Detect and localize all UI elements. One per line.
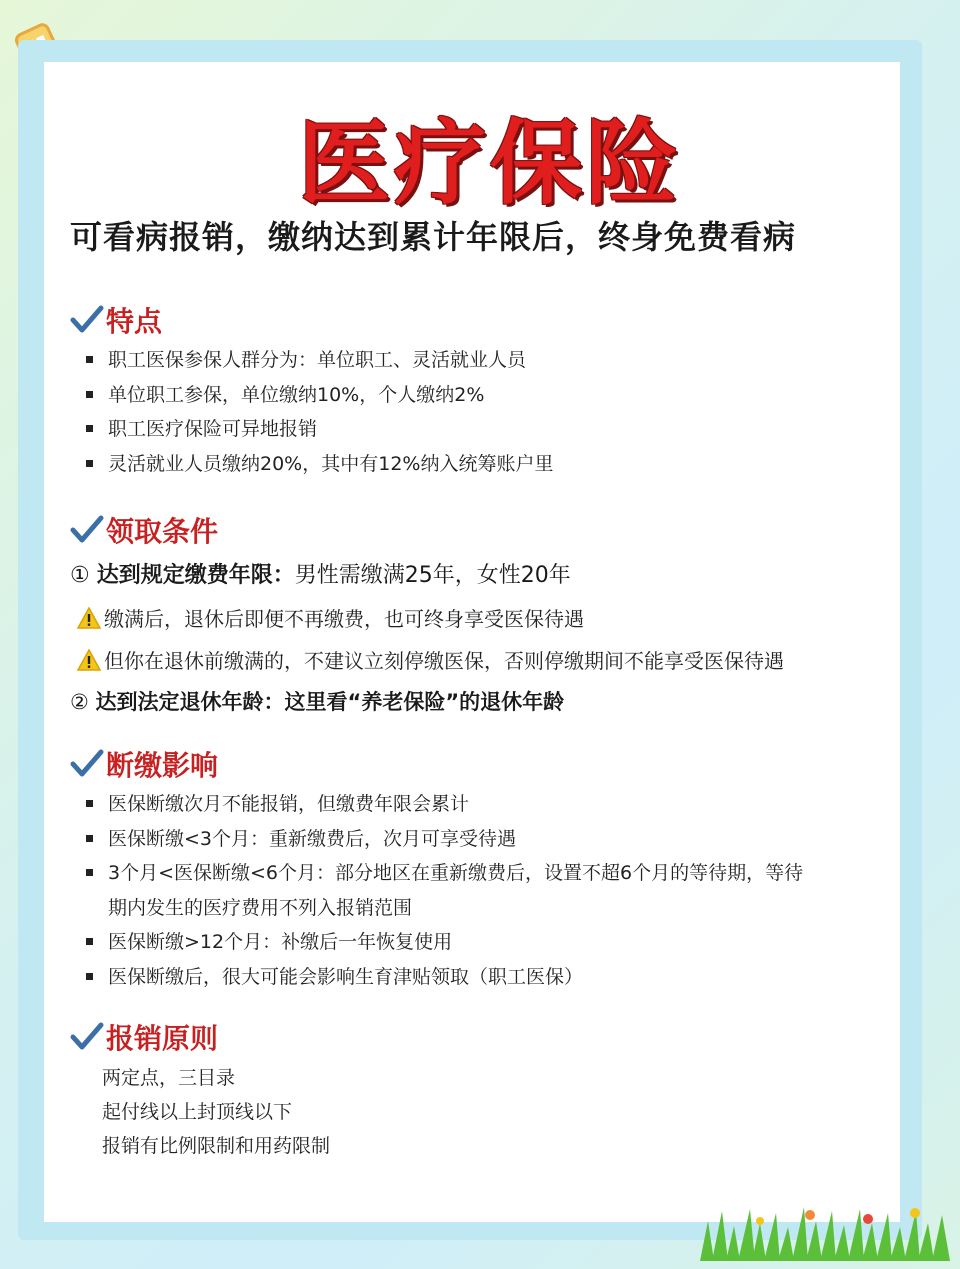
grass-deco-icon <box>700 1201 950 1261</box>
list-item: 两定点，三目录 <box>102 1067 236 1089</box>
page-title: 医疗保险 <box>297 110 682 217</box>
section-heading-features: 特点 <box>70 300 162 340</box>
list-item: 医保断缴>12个月：补缴后一年恢复使用 <box>86 925 803 960</box>
list-item: 职工医疗保险可异地报销 <box>86 412 553 447</box>
list-item: 3个月<医保断缴<6个月：部分地区在重新缴费后，设置不超6个月的等待期，等待 期内发生的医疗费用不列入报销范围 <box>86 856 803 925</box>
checkmark-icon <box>70 749 104 779</box>
list-item: 报销有比例限制和用药限制 <box>102 1135 331 1157</box>
warning-icon <box>76 648 102 672</box>
section-heading-lapse: 断缴影响 <box>70 744 218 784</box>
condition-1: ① 达到规定缴费年限：男性需缴满25年，女性20年 <box>70 563 571 588</box>
section-heading-reimburse: 报销原则 <box>70 1017 218 1057</box>
list-item: 起付线以上封顶线以下 <box>102 1101 293 1123</box>
list-item: 灵活就业人员缴纳20%，其中有12%纳入统筹账户里 <box>86 447 553 482</box>
warning-note-1: 缴满后，退休后即便不再缴费，也可终身享受医保待遇 <box>76 603 584 632</box>
list-item: 医保断缴次月不能报销，但缴费年限会累计 <box>86 787 803 822</box>
warning-icon <box>76 606 102 630</box>
page-subtitle: 可看病报销，缴纳达到累计年限后，终身免费看病 <box>70 218 797 256</box>
checkmark-icon <box>70 305 104 335</box>
condition-2: ② 达到法定退休年龄：这里看“养老保险”的退休年龄 <box>70 690 565 714</box>
lapse-list <box>86 787 803 994</box>
features-list <box>86 343 553 481</box>
checkmark-icon <box>70 515 104 545</box>
list-item: 医保断缴后，很大可能会影响生育津贴领取（职工医保） <box>86 960 803 995</box>
list-item: 医保断缴<3个月：重新缴费后，次月可享受待遇 <box>86 822 803 857</box>
warning-note-2: 但你在退休前缴满的，不建议立刻停缴医保，否则停缴期间不能享受医保待遇 <box>76 645 784 674</box>
section-heading-conditions: 领取条件 <box>70 510 218 550</box>
reimburse-list <box>102 1061 330 1163</box>
list-item: 单位职工参保，单位缴纳10%，个人缴纳2% <box>86 378 553 413</box>
list-item: 职工医保参保人群分为：单位职工、灵活就业人员 <box>86 343 553 378</box>
checkmark-icon <box>70 1022 104 1052</box>
